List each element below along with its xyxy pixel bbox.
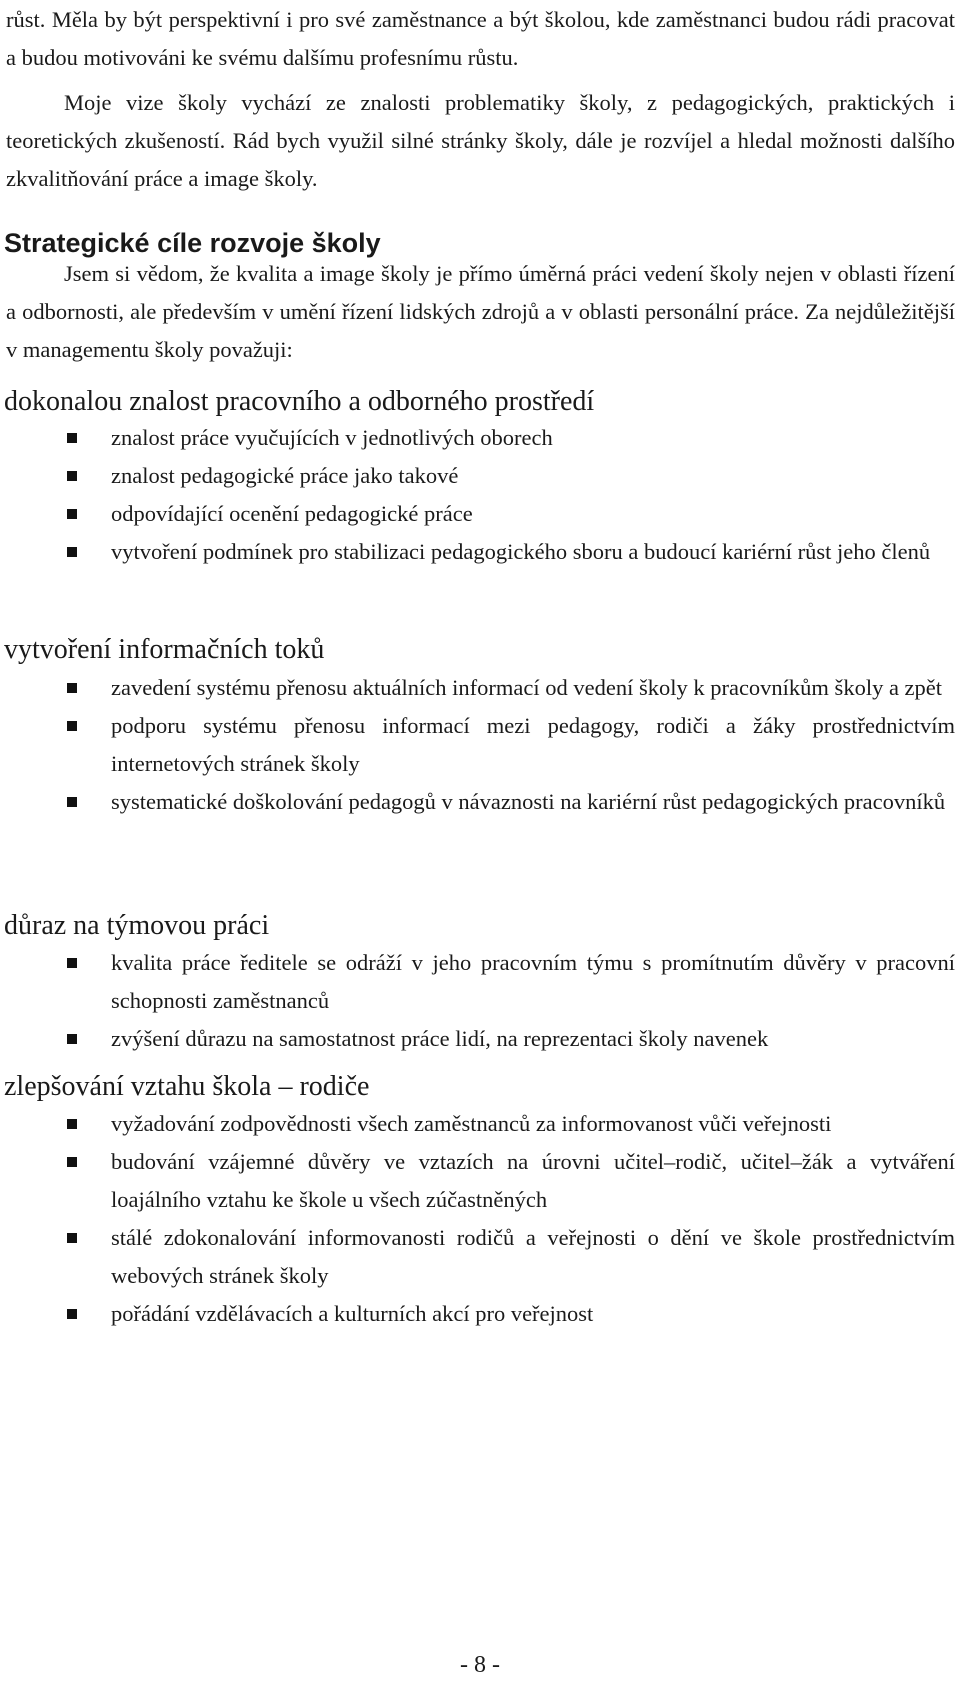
subheading-teamwork: důraz na týmovou práci	[4, 910, 270, 941]
square-bullet-icon	[67, 1034, 77, 1044]
square-bullet-icon	[67, 1119, 77, 1129]
list-item: stálé zdokonalování informovanosti rodičů a veřejnosti o dění ve škole prostřednictvím webových stránek školy	[0, 1219, 955, 1295]
list-item: vyžadování zodpovědnosti všech zaměstnanců za informovanost vůči veřejnosti	[0, 1105, 955, 1143]
list-item: systematické doškolování pedagogů v návaznosti na kariérní růst pedagogických pracovníků	[0, 783, 955, 821]
section-heading: Strategické cíle rozvoje školy	[4, 228, 381, 258]
list-item: zvýšení důrazu na samostatnost práce lidí, na reprezentaci školy navenek	[0, 1020, 955, 1058]
list-item: budování vzájemné důvěry ve vztazích na úrovni učitel–rodič, učitel–žák a vytváření loajálního vztahu ke škole u všech zúčastněných	[0, 1143, 955, 1219]
paragraph-intro-continuation: růst. Měla by být perspektivní i pro své zaměstnance a být školou, kde zaměstnanci budou rádi pracovat a budou motivováni ke svému dalšímu profesnímu růstu.	[6, 7, 955, 70]
bullet-list-school-parents	[0, 1105, 955, 1333]
bullet-list-teamwork	[0, 944, 955, 1058]
list-item: vytvoření podmínek pro stabilizaci pedagogického sboru a budoucí kariérní růst jeho členů	[0, 533, 955, 571]
subheading-school-parents: zlepšování vztahu škola – rodiče	[4, 1071, 370, 1102]
bullet-list-environment	[0, 419, 955, 571]
square-bullet-icon	[67, 721, 77, 731]
square-bullet-icon	[67, 683, 77, 693]
paragraph-vision: Moje vize školy vychází ze znalosti problematiky školy, z pedagogických, praktických i teoretických zkušeností. Rád bych využil silné stránky školy, dále je rozvíjel a hledal možnosti dalšího zkvalitňování práce a image školy.	[6, 90, 955, 191]
square-bullet-icon	[67, 1157, 77, 1167]
square-bullet-icon	[67, 797, 77, 807]
list-item: odpovídající ocenění pedagogické práce	[0, 495, 955, 533]
list-item: pořádání vzdělávacích a kulturních akcí pro veřejnost	[0, 1295, 955, 1333]
list-item: kvalita práce ředitele se odráží v jeho pracovním týmu s promítnutím důvěry v pracovní schopnosti zaměstnanců	[0, 944, 955, 1020]
list-item: podporu systému přenosu informací mezi pedagogy, rodiči a žáky prostřednictvím internetových stránek školy	[0, 707, 955, 783]
square-bullet-icon	[67, 509, 77, 519]
square-bullet-icon	[67, 958, 77, 968]
paragraph-quality: Jsem si vědom, že kvalita a image školy je přímo úměrná práci vedení školy nejen v oblasti řízení a odbornosti, ale především v umění řízení lidských zdrojů a v oblasti personální práce. Za nejdůležitější v managementu školy považuji:	[6, 261, 955, 362]
bullet-list-information	[0, 669, 955, 821]
subheading-environment: dokonalou znalost pracovního a odborného prostředí	[4, 386, 595, 417]
list-item: znalost práce vyučujících v jednotlivých oborech	[0, 419, 955, 457]
page-number: - 8 -	[460, 1652, 500, 1678]
list-item: znalost pedagogické práce jako takové	[0, 457, 955, 495]
square-bullet-icon	[67, 471, 77, 481]
square-bullet-icon	[67, 433, 77, 443]
square-bullet-icon	[67, 547, 77, 557]
list-item: zavedení systému přenosu aktuálních informací od vedení školy k pracovníkům školy a zpět	[0, 669, 955, 707]
square-bullet-icon	[67, 1233, 77, 1243]
square-bullet-icon	[67, 1309, 77, 1319]
subheading-information: vytvoření informačních toků	[4, 634, 325, 665]
